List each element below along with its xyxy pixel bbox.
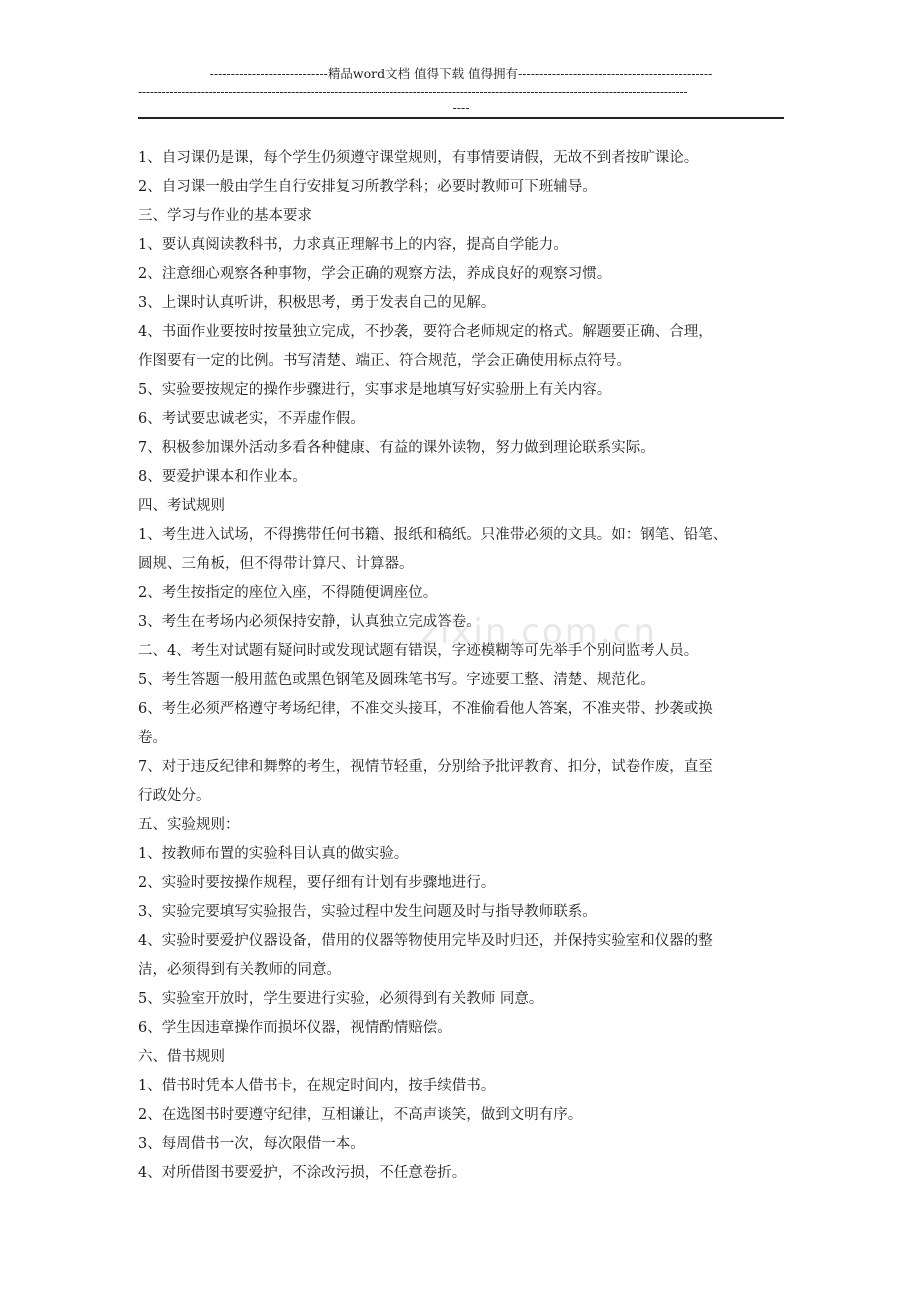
text-line: 5、实验室开放时，学生要进行实验，必须得到有关教师 同意。 — [138, 991, 544, 1007]
text-line: 6、考生必须严格遵守考场纪律，不准交头接耳，不准偷看他人答案，不准夹带、抄袭或换 — [138, 701, 713, 717]
text-line: 2、在选图书时要遵守纪律，互相谦让，不高声谈笑，做到文明有序。 — [138, 1107, 583, 1123]
text-line: 1、借书时凭本人借书卡，在规定时间内，按手续借书。 — [138, 1078, 496, 1094]
text-line: 4、实验时要爱护仪器设备，借用的仪器等物使用完毕及时归还，并保持实验室和仪器的整 — [138, 933, 713, 949]
text-line: 6、考试要忠诚老实，不弄虚作假。 — [138, 411, 365, 427]
text-line: 2、实验时要按操作规程，要仔细有计划有步骤地进行。 — [138, 875, 496, 891]
section-heading: 三、学习与作业的基本要求 — [138, 208, 312, 224]
text-line: 6、学生因违章操作而损坏仪器，视情酌情赔偿。 — [138, 1020, 452, 1036]
text-line: 7、对于违反纪律和舞弊的考生，视情节轻重，分别给予批评教育、扣分，试卷作废，直至 — [138, 759, 713, 775]
header-dash-tail: ---- — [452, 100, 470, 115]
text-line: 2、注意细心观察各种事物，学会正确的观察方法，养成良好的观察习惯。 — [138, 266, 612, 282]
section-heading: 六、借书规则 — [138, 1049, 225, 1065]
text-line: 3、每周借书一次，每次限借一本。 — [138, 1136, 365, 1152]
text-line: 3、考生在考场内必须保持安静，认真独立完成答卷。 — [138, 614, 481, 630]
text-line: 4、书面作业要按时按量独立完成，不抄袭，要符合老师规定的格式。解题要正确、合理， — [138, 324, 713, 340]
text-line: 3、实验完要填写实验报告，实验过程中发生问题及时与指导教师联系。 — [138, 904, 597, 920]
header-dash-line: -------------------------------------------------------------------------------------------------------------------------------------------- — [138, 84, 688, 99]
text-line: 8、要爱护课本和作业本。 — [138, 469, 307, 485]
section-heading: 五、实验规则： — [138, 817, 240, 833]
text-line: 作图要有一定的比例。书写清楚、端正、符合规范，学会正确使用标点符号。 — [138, 353, 631, 369]
text-line: 卷。 — [138, 730, 167, 746]
text-line: 4、对所借图书要爱护，不涂改污损，不任意卷折。 — [138, 1165, 467, 1181]
text-line: 圆规、三角板，但不得带计算尺、计算器。 — [138, 556, 414, 572]
text-line: 1、考生进入试场，不得携带任何书籍、报纸和稿纸。只准带必须的文具。如：钢笔、铅笔、 — [138, 527, 728, 543]
text-line: 1、按教师布置的实验科目认真的做实验。 — [138, 846, 409, 862]
page-header-banner: ----------------------------精品word文档 值得下载 值得拥有---------------------------------------------- — [209, 66, 713, 81]
text-line: 7、积极参加课外活动多看各种健康、有益的课外读物，努力做到理论联系实际。 — [138, 440, 655, 456]
section-heading: 四、考试规则 — [138, 498, 225, 514]
text-line: 1、要认真阅读教科书，力求真正理解书上的内容，提高自学能力。 — [138, 237, 568, 253]
text-line: 2、考生按指定的座位入座，不得随便调座位。 — [138, 585, 438, 601]
document-body — [138, 144, 786, 1188]
text-line: 1、自习课仍是课，每个学生仍须遵守课堂规则，有事情要请假，无故不到者按旷课论。 — [138, 150, 699, 166]
text-line: 3、上课时认真听讲，积极思考，勇于发表自己的见解。 — [138, 295, 496, 311]
text-line: 洁，必须得到有关教师的同意。 — [138, 962, 341, 978]
text-line: 二、4、考生对试题有疑问时或发现试题有错误，字迹模糊等可先举手个别问监考人员。 — [138, 643, 699, 659]
text-line: 5、实验要按规定的操作步骤进行，实事求是地填写好实验册上有关内容。 — [138, 382, 612, 398]
text-line: 5、考生答题一般用蓝色或黑色钢笔及圆珠笔书写。字迹要工整、清楚、规范化。 — [138, 672, 655, 688]
text-line: 行政处分。 — [138, 788, 211, 804]
header-rule — [138, 117, 784, 119]
text-line: 2、自习课一般由学生自行安排复习所教学科；必要时教师可下班辅导。 — [138, 179, 597, 195]
watermark: zixin.com.cn — [420, 612, 657, 652]
